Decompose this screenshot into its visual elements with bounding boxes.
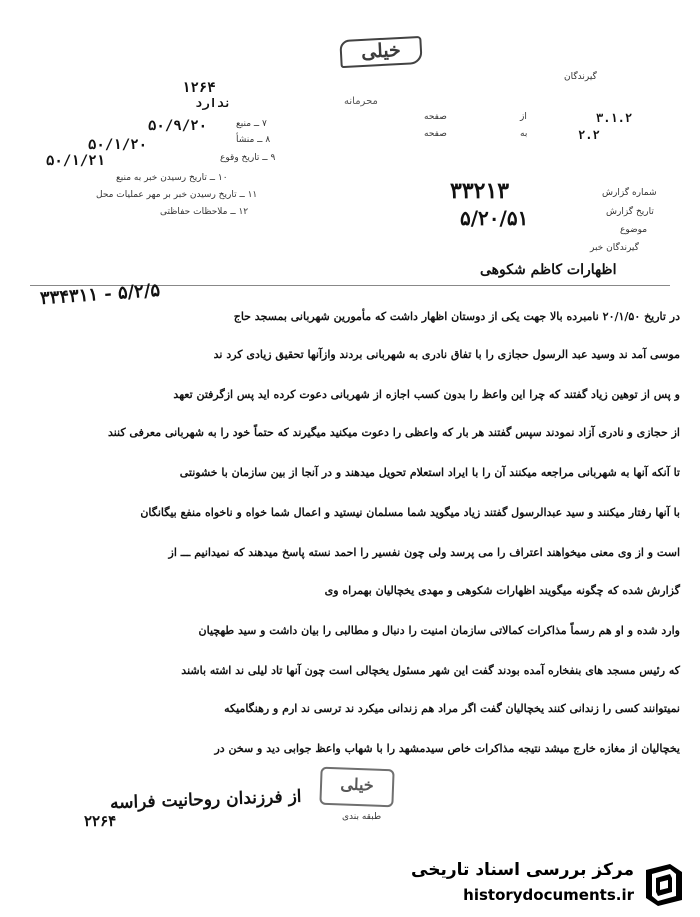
label-to: به <box>520 129 528 139</box>
label-8: ۸ ــ منشأ <box>236 135 271 145</box>
label-agency: گیرندگان <box>564 72 597 82</box>
label-10: ۱۰ ــ تاریخ رسیدن خبر به منبع <box>116 173 228 183</box>
archive-url: historydocuments.ir <box>463 886 634 904</box>
subject-line: اظهارات کاظم شکوهی <box>480 262 617 278</box>
stamp-bottom-note: طبقه بندی <box>342 812 382 822</box>
stamp-top-subtext: محرمانه <box>344 96 378 107</box>
copies-value: ندارد <box>195 96 232 110</box>
signature: از فرزندان روحانیت فراسه <box>109 786 302 814</box>
label-page-1: صفحه <box>424 112 447 122</box>
body-line: در تاریخ ۲۰/۱/۵۰ نامبرده بالا جهت یکی از دوستان اظهار داشت که مأمورین شهربانی بمسجد حاج <box>233 310 680 323</box>
body-line: نمیتوانند کسی را زندانی کنند یخچالیان گفت اگر مراد هم زندانی میکرد ند ترسی ند ارم و رهنگامیکه <box>224 702 680 715</box>
label-7: ۷ ــ منبع <box>236 119 267 129</box>
handwritten-report-number: ۳۳۲۱۳ <box>450 178 510 204</box>
label-subject: موضوع <box>620 225 648 235</box>
date-received-value: ۵۰/۱/۲۱ <box>46 153 106 169</box>
stamp-top-text: خیلی <box>360 38 402 64</box>
archive-logo-icon <box>640 860 688 908</box>
body-line: وارد شده و او هم رسماً مذاکرات کمالاتی سازمان امنیت را دنبال و مطالبی را بیان داشت و سید طهچیان <box>198 624 680 637</box>
margin-handwriting: ۳۳۴۳۱۱ - ۵/۲/۵ <box>39 279 161 310</box>
handwritten-report-code: ۵/۲۰/۵۱ <box>460 206 529 230</box>
body-line: است و از وی معنی میخواهند اعتراف را می پرسد ولی چون نفسیر را احمد نسته پاسخ میدهند که نمیدانیم ـــ از <box>168 546 680 559</box>
archive-title: مرکز بررسی اسناد تاریخی <box>411 860 634 880</box>
signature-code: ۲۲۶۴ <box>84 812 117 830</box>
body-line: یخچالیان از مغازه خارج میشد نتیجه مذاکرات خاص سیدمشهد را با شهاب واعظ جوابی دید و سخن در <box>214 742 680 755</box>
label-page-2: صفحه <box>424 129 447 139</box>
body-line: که رئیس مسجد های بنفخاره آمده بودند گفت این شهر مسئول یخچالی است چون آنها تاد لیلی ند اشته باشند <box>181 664 680 677</box>
body-line: و پس از توهین زیاد گفتند که چرا این واعظ را بدون کسب اجازه از شهربانی دعوت کرده اید پس ازگرفتن تعهد <box>173 388 680 401</box>
label-11: ۱۱ ــ تاریخ رسیدن خبر بر مهر عملیات محل <box>96 190 258 200</box>
body-line: از حجازی و نادری آزاد نمودند سپس گفتند هر بار که واعظی را دعوت میکنید میگیرند که حتماً خود را به شهربانی معرفی کنند <box>107 426 680 439</box>
label-recipients: گیرندگان خبر <box>590 243 639 253</box>
body-line: گزارش شده که چگونه میگویند اظهارات شکوهی و مهدی یخچالیان بهمراه وی <box>324 584 680 597</box>
label-9: ۹ ــ تاریخ وقوع <box>220 153 276 163</box>
date-report-value: ۵۰/۹/۲۰ <box>148 118 208 134</box>
label-from: از <box>520 112 527 122</box>
body-line: با آنها رفتار میکنند و سید عبدالرسول گفتند زیاد میگوید شما مسلمان نیستید و اعمال شما خواه و ناخواه منفع بیگانگان <box>140 506 680 519</box>
classification-stamp-bottom <box>319 767 394 808</box>
body-line: تا آنکه آنها به شهربانی مراجعه میکنند آن را با ایراد استعلام تحویل میدهند و در آنجا از بین سازمان با خشونتی <box>179 466 680 479</box>
document-number: ۱۲۶۴ <box>182 80 216 96</box>
body-line: موسی آمد ند وسید عبد الرسول حجازی را با تفاق نادری به شهربانی بردند وازآنها تحقیق زیادی کرد ند <box>213 348 680 361</box>
date-source-value: ۵۰/۱/۲۰ <box>88 137 148 153</box>
ref-1: ۳.۱.۲ <box>596 111 633 125</box>
stamp-bottom-text: خیلی <box>340 774 375 795</box>
archive-watermark <box>406 856 692 912</box>
label-report-date: تاریخ گزارش <box>606 207 654 217</box>
label-report-no: شماره گزارش <box>602 188 657 198</box>
classification-stamp-top <box>339 36 422 68</box>
label-12: ۱۲ ــ ملاحظات حفاظتی <box>160 207 249 217</box>
ref-2: ۲.۲ <box>578 128 600 142</box>
